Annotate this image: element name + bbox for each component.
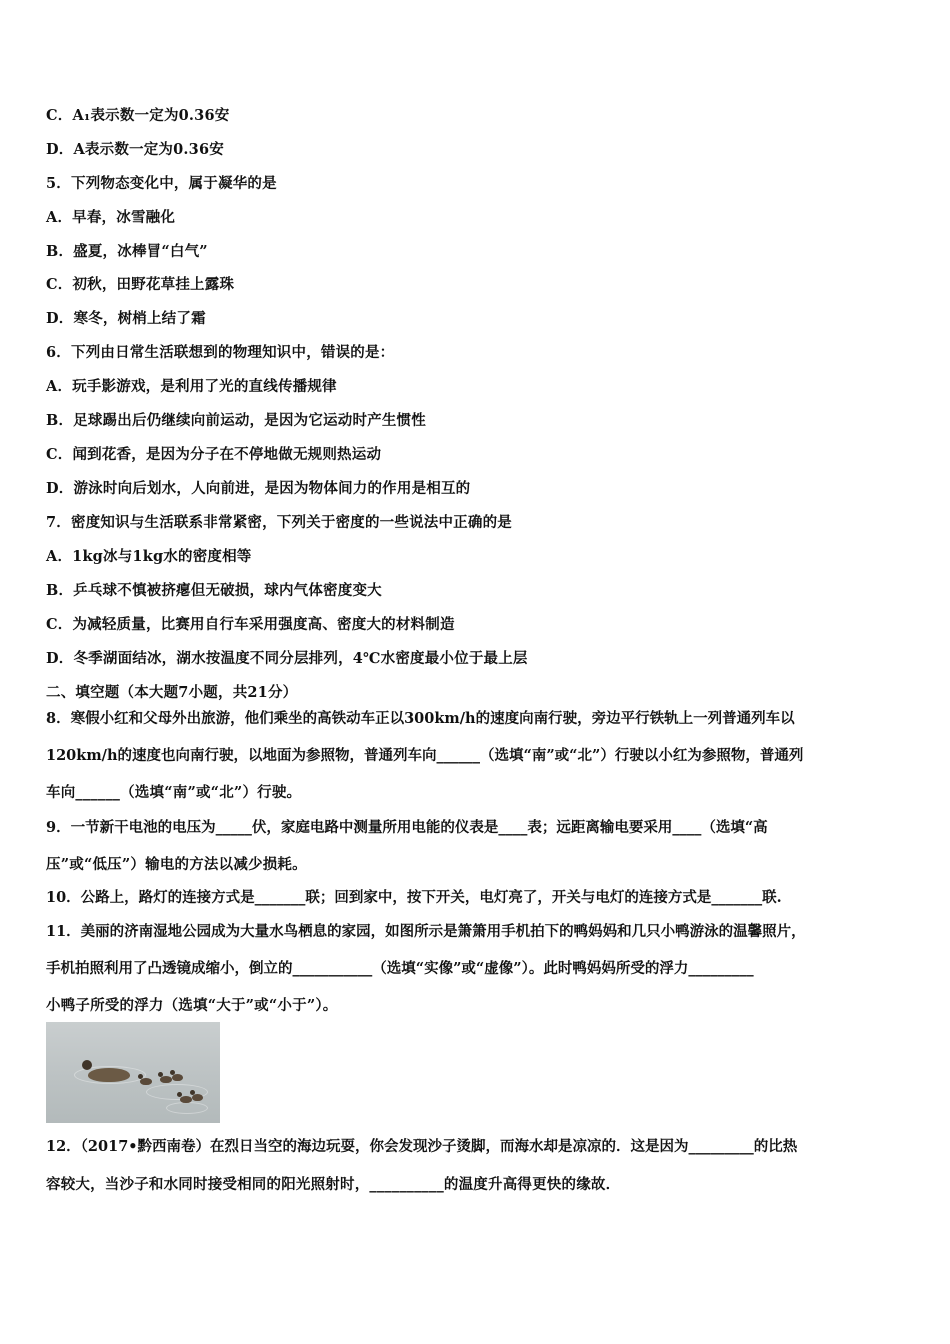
q12-line-2: 容较大，当沙子和水同时接受相同的阳光照射时，__________的温度升高得更快的缘故． [46,1176,621,1193]
q5-option-c: C．初秋，田野花草挂上露珠 [46,276,235,293]
q4-option-d: D．A表示数一定为0.36安 [46,141,224,158]
q8-line-1: 8．寒假小红和父母外出旅游，他们乘坐的高铁动车正以300km/h的速度向南行驶，旁边平行铁轨上一列普通列车以 [46,710,795,727]
q5-stem: 5．下列物态变化中，属于凝华的是 [46,175,277,192]
q6-option-a: A．玩手影游戏，是利用了光的直线传播规律 [46,378,337,395]
q9-line-2: 压”或“低压”）输电的方法以减少损耗。 [46,856,307,873]
q6-option-b: B．足球踢出后仍继续向前运动，是因为它运动时产生惯性 [46,412,426,429]
duck-family-photo [46,1022,220,1123]
q8-line-3: 车向______（选填“南”或“北”）行驶。 [46,784,302,801]
q6-option-c: C．闻到花香，是因为分子在不停地做无规则热运动 [46,446,382,463]
q6-stem: 6．下列由日常生活联想到的物理知识中，错误的是： [46,344,395,361]
q7-option-a: A．1kg冰与1kg水的密度相等 [46,548,252,565]
q7-stem: 7．密度知识与生活联系非常紧密，下列关于密度的一些说法中正确的是 [46,514,512,531]
q5-option-b: B．盛夏，冰棒冒“白气” [46,243,208,260]
q11-line-1: 11．美丽的济南湿地公园成为大量水鸟栖息的家园，如图所示是箫箫用手机拍下的鸭妈妈和几只小鸭游泳的温馨照片， [46,923,806,940]
q9-line-1: 9．一节新干电池的电压为_____伏，家庭电路中测量所用电能的仪表是____表；远距离输电要采用____（选填“高 [46,819,768,836]
q7-option-b: B．乒乓球不慎被挤瘪但无破损，球内气体密度变大 [46,582,382,599]
q5-option-d: D．寒冬，树梢上结了霜 [46,310,206,327]
q7-option-d: D．冬季湖面结冰，湖水按温度不同分层排列，4℃水密度最小位于最上层 [46,650,528,667]
q8-line-2: 120km/h的速度也向南行驶，以地面为参照物，普通列车向______（选填“南”或“北”）行驶以小红为参照物，普通列 [46,747,804,764]
q5-option-a: A．早春，冰雪融化 [46,209,176,226]
section-heading-fill-in: 二、填空题（本大题7小题，共21分） [46,684,298,701]
q7-option-c: C．为减轻质量，比赛用自行车采用强度高、密度大的材料制造 [46,616,455,633]
q11-line-2: 手机拍照利用了凸透镜成缩小，倒立的___________（选填“实像”或“虚像”）。此时鸭妈妈所受的浮力_________ [46,960,754,977]
q6-option-d: D．游泳时向后划水，人向前进，是因为物体间力的作用是相互的 [46,480,471,497]
q4-option-c: C．A₁表示数一定为0.36安 [46,107,230,124]
q10-line-1: 10．公路上，路灯的连接方式是_______联；回到家中，按下开关，电灯亮了，开关与电灯的连接方式是_______联. [46,889,782,906]
q11-line-3: 小鸭子所受的浮力（选填“大于”或“小于”）。 [46,997,338,1014]
q12-line-1: 12．（2017•黔西南卷）在烈日当空的海边玩耍，你会发现沙子烫脚，而海水却是凉凉的．这是因为_________的比热 [46,1138,798,1155]
